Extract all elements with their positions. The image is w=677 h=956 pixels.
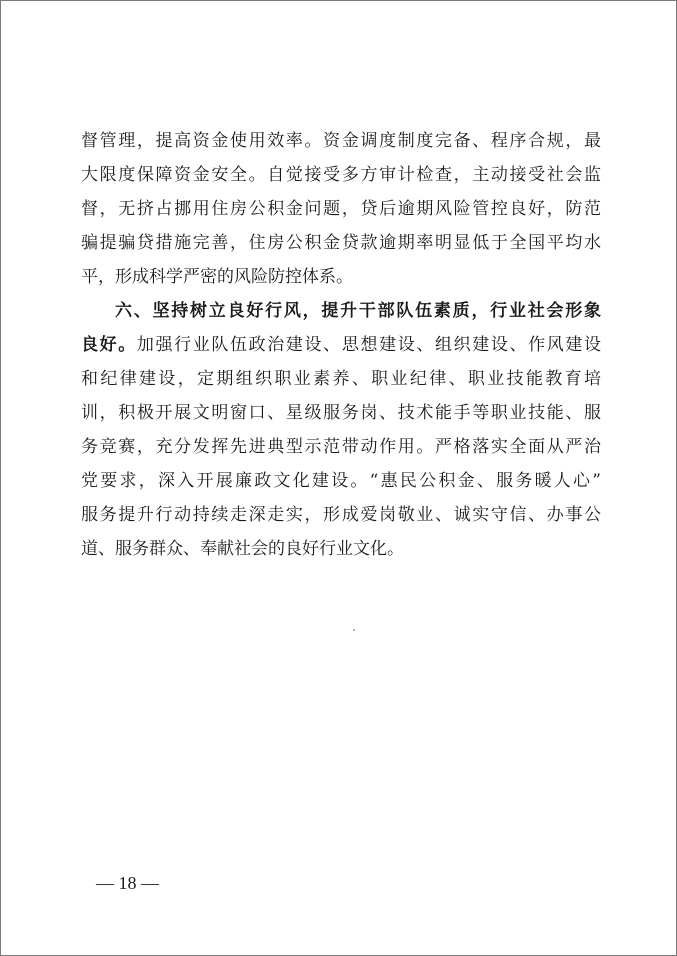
paragraph1-line-3: 督，无挤占挪用住房公积金问题，贷后逾期风险管控良好，防范 — [81, 199, 601, 219]
paragraph1-line-1: 督管理，提高资金使用效率。资金调度制度完备、程序合规，最 — [81, 131, 601, 151]
document-body — [81, 124, 601, 566]
paragraph2-line-2-text: 加强行业队伍政治建设、思想建设、组织建设、作风建设 — [136, 335, 602, 355]
paragraph1-line-2: 大限度保障资金安全。自觉接受多方审计检查，主动接受社会监 — [81, 165, 601, 185]
paragraph2-line-6: 党要求，深入开展廉政文化建设。“惠民公积金、服务暖人心” — [81, 471, 601, 491]
paragraph2-line-5: 务竞赛，充分发挥先进典型示范带动作用。严格落实全面从严治 — [81, 437, 601, 457]
scan-speck — [353, 629, 355, 631]
paragraph1-line-4: 骗提骗贷措施完善，住房公积金贷款逾期率明显低于全国平均水 — [81, 233, 601, 253]
paragraph2-line-3: 和纪律建设，定期组织职业素养、职业纪律、职业技能教育培 — [81, 369, 601, 389]
section-six-heading-end: 良好。 — [81, 335, 137, 355]
paragraph2-line-8: 道、服务群众、奉献社会的良好行业文化。 — [81, 539, 404, 559]
page-number: — 18 — — [96, 873, 159, 893]
paragraph2-line-4: 训，积极开展文明窗口、星级服务岗、技术能手等职业技能、服 — [81, 403, 601, 423]
paragraph2-line-7: 服务提升行动持续走深走实，形成爱岗敬业、诚实守信、办事公 — [81, 505, 601, 525]
section-six-heading: 六、坚持树立良好行风，提升干部队伍素质，行业社会形象 — [115, 301, 601, 321]
paragraph1-line-5: 平，形成科学严密的风险防控体系。 — [81, 267, 353, 287]
paragraph2-line-2 — [81, 328, 601, 362]
